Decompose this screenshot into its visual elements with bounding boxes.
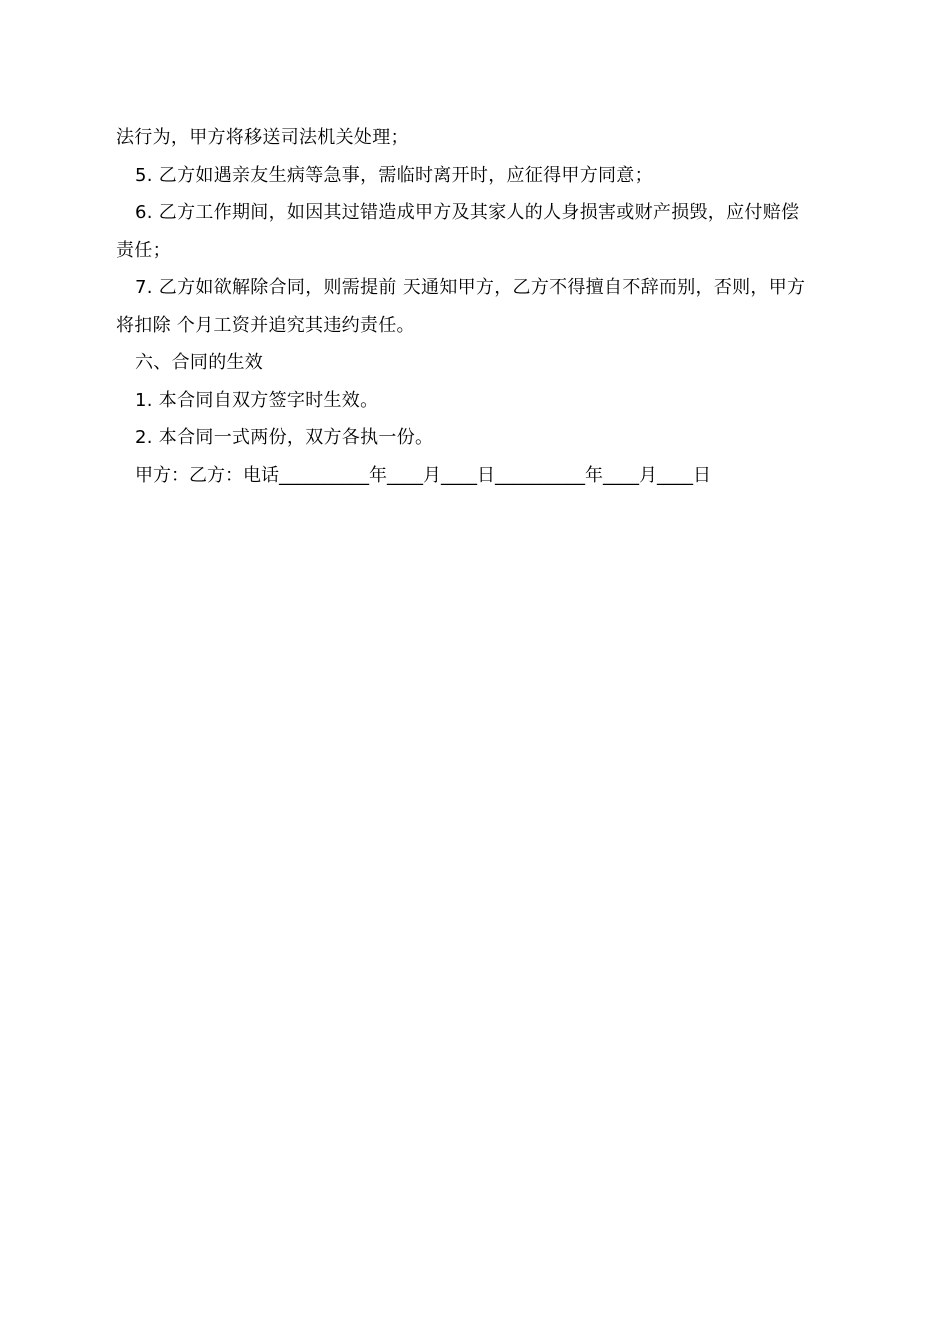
- clause-6-continued: 责任；: [116, 239, 171, 261]
- clause-7: 7. 乙方如欲解除合同，则需提前 天通知甲方，乙方不得擅自不辞而别，否则，甲方: [135, 277, 806, 298]
- section-heading: 六、合同的生效: [135, 352, 264, 373]
- effect-clause-2: 2. 本合同一式两份，双方各执一份。: [135, 427, 434, 448]
- document-page: [116, 119, 836, 494]
- effect-clause-1: 1. 本合同自双方签字时生效。: [135, 389, 379, 411]
- clause-6: 6. 乙方工作期间，如因其过错造成甲方及其家人的人身损害或财产损毁，应付赔偿: [135, 202, 800, 223]
- clause-7-continued: 将扣除 个月工资并追究其违约责任。: [116, 314, 415, 336]
- clause-5: 5. 乙方如遇亲友生病等急事，需临时离开时，应征得甲方同意；: [135, 164, 653, 186]
- signature-line: 甲方：乙方：电话__________年____月____日__________年____月____日: [135, 464, 711, 486]
- paragraph-line: 法行为，甲方将移送司法机关处理；: [116, 127, 409, 148]
